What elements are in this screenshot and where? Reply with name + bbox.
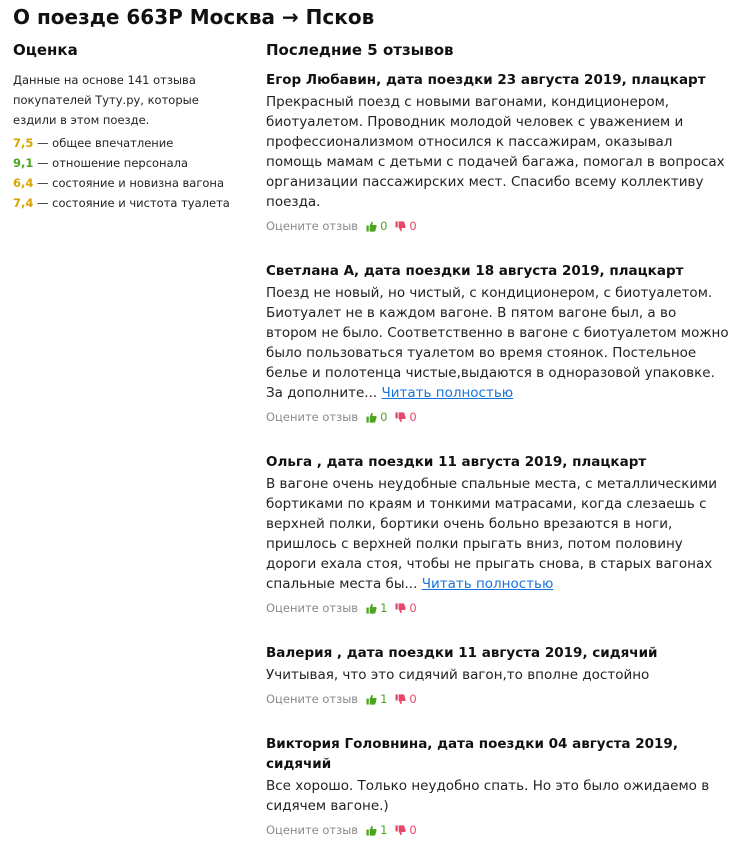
page-title: О поезде 663Р Москва → Псков	[13, 5, 375, 29]
rating-value: 7,5	[13, 136, 34, 150]
rating-panel	[13, 40, 228, 213]
review-text	[266, 474, 731, 594]
like-button[interactable]	[366, 691, 387, 707]
rating-label: — состояние и новизна вагона	[37, 176, 224, 190]
dislike-count: 0	[409, 219, 417, 233]
thumbs-down-icon	[395, 603, 406, 614]
review-body: Все хорошо. Только неудобно спать. Но это было ожидаемо в сидячем вагоне.)	[266, 778, 710, 814]
rating-label: — отношение персонала	[37, 156, 189, 170]
like-button[interactable]	[366, 600, 387, 616]
review-footer	[266, 409, 731, 425]
rating-staff	[13, 153, 228, 173]
rating-car-condition	[13, 173, 228, 193]
review-item	[266, 452, 731, 616]
rate-review-label: Оцените отзыв	[266, 410, 359, 424]
rate-review-label: Оцените отзыв	[266, 219, 359, 233]
like-button[interactable]	[366, 822, 387, 838]
dislike-button[interactable]	[395, 600, 416, 616]
review-item	[266, 643, 731, 707]
rating-label: — общее впечатление	[37, 136, 174, 150]
rate-review-label: Оцените отзыв	[266, 601, 359, 615]
like-count: 1	[380, 823, 388, 837]
review-title: Виктория Головнина, дата поездки 04 августа 2019, сидячий	[266, 736, 678, 772]
rate-review-label: Оцените отзыв	[266, 692, 359, 706]
review-text	[266, 92, 731, 212]
thumbs-up-icon	[366, 412, 377, 423]
thumbs-down-icon	[395, 825, 406, 836]
rate-review-label: Оцените отзыв	[266, 823, 359, 837]
review-footer	[266, 691, 731, 707]
read-more-link[interactable]: Читать полностью	[421, 576, 554, 592]
like-count: 1	[380, 692, 388, 706]
review-title: Егор Любавин, дата поездки 23 августа 2019, плацкарт	[266, 72, 706, 88]
rating-value: 6,4	[13, 176, 34, 190]
review-footer	[266, 822, 731, 838]
review-text	[266, 776, 731, 816]
rating-list	[13, 133, 228, 213]
review-text	[266, 283, 731, 403]
review-list	[266, 70, 731, 838]
review-item	[266, 261, 731, 425]
review-body: Прекрасный поезд с новыми вагонами, кондиционером, биотуалетом. Проводник молодой человек с уважением и профессионализмом относился к пассажирам, оказывал помощь мамам с детьми с подачей багажа, помогал в вопросах организации пассажирских мест. Спасибо всему коллективу поезда.	[266, 94, 725, 210]
rating-title: Оценка	[13, 41, 78, 59]
like-count: 0	[380, 410, 388, 424]
dislike-button[interactable]	[395, 691, 416, 707]
review-text	[266, 665, 731, 685]
rating-toilet	[13, 193, 228, 213]
review-title: Светлана А, дата поездки 18 августа 2019, плацкарт	[266, 263, 684, 279]
like-button[interactable]	[366, 409, 387, 425]
review-footer	[266, 218, 731, 234]
thumbs-down-icon	[395, 221, 406, 232]
rating-value: 9,1	[13, 156, 34, 170]
review-title: Ольга , дата поездки 11 августа 2019, плацкарт	[266, 454, 647, 470]
rating-value: 7,4	[13, 196, 34, 210]
like-button[interactable]	[366, 218, 387, 234]
dislike-button[interactable]	[395, 822, 416, 838]
dislike-button[interactable]	[395, 409, 416, 425]
rating-summary: Данные на основе 141 отзыва покупателей Туту.ру, которые ездили в этом поезде.	[13, 73, 199, 127]
reviews-title: Последние 5 отзывов	[266, 41, 454, 59]
read-more-link[interactable]: Читать полностью	[381, 385, 514, 401]
review-body: В вагоне очень неудобные спальные места, с металлическими бортиками по краям и тонкими матрасами, когда слезаешь с верхней полки, бортики очень больно врезаются в ноги, пришлось с верхней полки прыгать вниз, потом половину дороги ехала стоя, чтобы не прыгать снова, в старых вагонах спальные места бы...	[266, 476, 718, 592]
like-count: 1	[380, 601, 388, 615]
dislike-count: 0	[409, 601, 417, 615]
like-count: 0	[380, 219, 388, 233]
rating-label: — состояние и чистота туалета	[37, 196, 230, 210]
dislike-count: 0	[409, 692, 417, 706]
thumbs-up-icon	[366, 825, 377, 836]
review-body: Учитывая, что это сидячий вагон,то вполне достойно	[266, 667, 650, 683]
dislike-count: 0	[409, 410, 417, 424]
dislike-button[interactable]	[395, 218, 416, 234]
thumbs-down-icon	[395, 412, 406, 423]
review-item	[266, 734, 731, 838]
thumbs-up-icon	[366, 694, 377, 705]
rating-overall	[13, 133, 228, 153]
dislike-count: 0	[409, 823, 417, 837]
review-item	[266, 70, 731, 234]
thumbs-up-icon	[366, 221, 377, 232]
review-title: Валерия , дата поездки 11 августа 2019, сидячий	[266, 645, 658, 661]
review-footer	[266, 600, 731, 616]
reviews-panel	[266, 40, 731, 865]
thumbs-down-icon	[395, 694, 406, 705]
review-body: Поезд не новый, но чистый, с кондиционером, с биотуалетом. Биотуалет не в каждом вагоне. В пятом вагоне был, а во втором не было. Соответственно в вагоне с биотуалетом можно было пользоваться туалетом во время стоянок. Постельное белье и полотенца чистые,выдаются в одноразовой упаковке. За дополните...	[266, 285, 729, 401]
thumbs-up-icon	[366, 603, 377, 614]
